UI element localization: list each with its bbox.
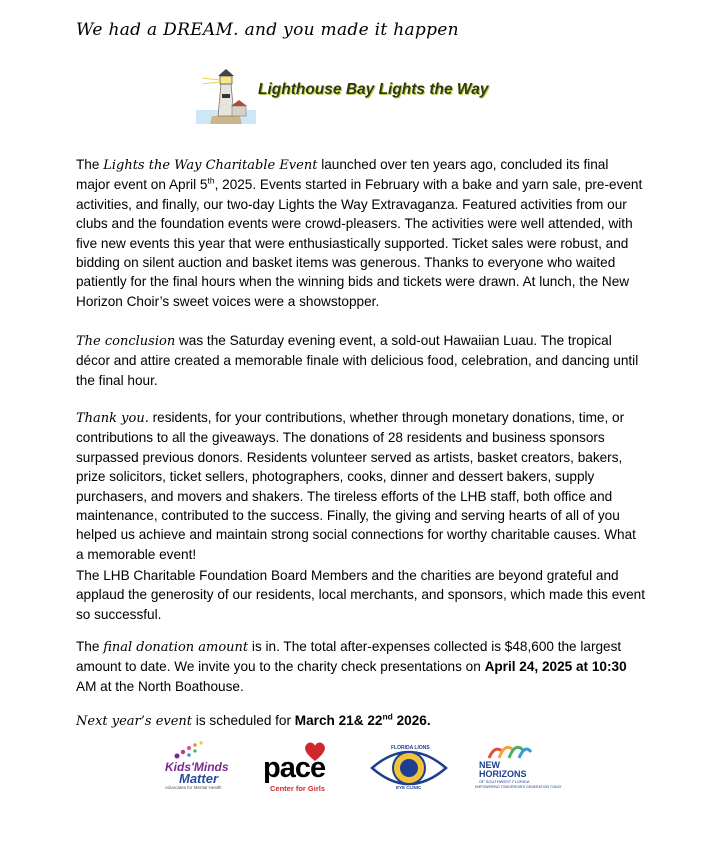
event-name: Lights the Way Charitable Event — [103, 158, 318, 173]
banner — [196, 66, 496, 124]
new-horizons-logo: NEW HORIZONS OF SOUTHWEST FLORIDA EMPOWERING TOMORROW'S GENERATION TODAY — [475, 740, 555, 796]
headline: We had a DREAM. and you made it happen — [76, 20, 459, 40]
sponsor-logos — [165, 740, 562, 796]
kids-minds-matter-logo: Kids'Minds Matter Advocates for Mental Health — [165, 740, 240, 796]
banner-title: Lighthouse Bay Lights the Way — [258, 81, 489, 98]
paragraph-conclusion: The conclusion was the Saturday evening event, a sold-out Hawaiian Luau. The tropical décor and attire created a memorable finale with delicious food, celebration, and dancing until the final hour. — [76, 333, 639, 388]
paragraph-thanks: Thank you. residents, for your contributions, whether through monetary donations, time, or contributions to all the giveaways. The donations of 28 residents and business sponsors surpassed previous donors. Residents volunteer served as artists, basket creators, bakers, prize solicitors, ticket sellers, photographers, cooks, dinner and dessert bakers, supply purchasers, and movers and shakers. The tireless efforts of the LHB staff, both office and maintenance, contributed to the success. Finally, the giving and serving hearts of all of you helped us achieve and maintain strong social connections for worthy charitable causes. What a memorable event! — [76, 410, 636, 562]
people-icon — [487, 740, 533, 760]
paragraph-board: The LHB Charitable Foundation Board Members and the charities are beyond grateful and applaud the generosity of our residents, local merchants, and sponsors, which made this event so successful. — [76, 568, 645, 622]
pace-logo: pace Center for Girls — [263, 740, 343, 796]
paragraph-donation: The final donation amount is in. The total after-expenses collected is $48,600 the largest amount to date. We invite you to the charity check presentations on April 24, 2025 at 10:30 AM at the North Boathouse. — [76, 639, 627, 694]
paragraph-intro: The Lights the Way Charitable Event launched over ten years ago, concluded its final major event on April 5th, 2025. Events started in February with a bake and yarn sale, pre-event activities, and finally, our two-day Lights the Way Extravaganza. Featured activities from our clubs and the foundation events were crowd-pleasers. The activities were well attended, with five new events this year that were enthusiastically supported. Ticket sales were robust, and bidding on silent auction and basket items was generous. Thanks to everyone who waited patiently for the final hours when the winning bids and tickets were drawn. At lunch, the New Horizon Choir’s sweet voices were a showstopper. — [76, 157, 643, 309]
lighthouse-icon — [196, 66, 256, 124]
paragraph-next-year: Next year’s event is scheduled for March 21& 22nd 2026. — [76, 711, 431, 729]
florida-lions-eye-clinic-logo: FLORIDA LIONS EYE CLINIC — [370, 740, 450, 796]
